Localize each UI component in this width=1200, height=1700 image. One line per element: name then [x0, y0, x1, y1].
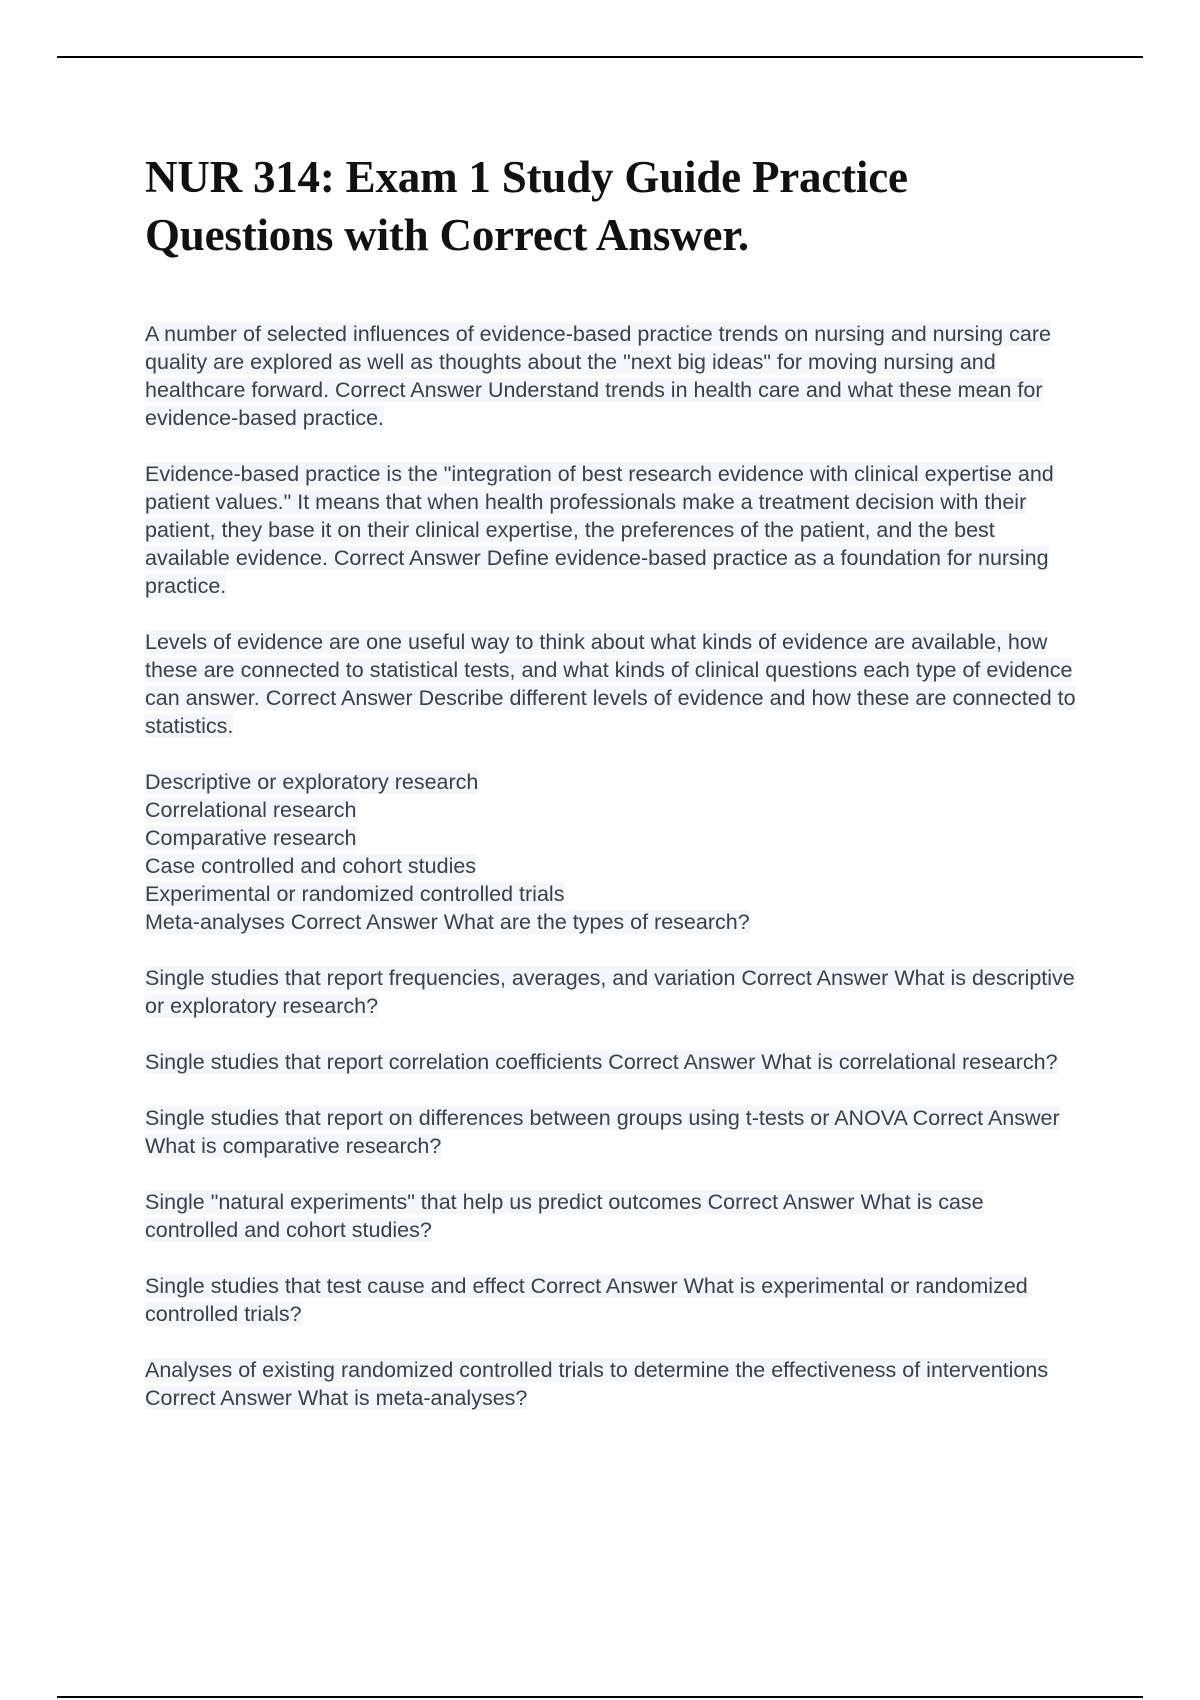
qa-entry-2 [145, 460, 1080, 600]
qa-entry-text: Single "natural experiments" that help us predict outcomes Correct Answer What is case controlled and cohort studies? [145, 1190, 984, 1242]
qa-entry-text: Single studies that report frequencies, averages, and variation Correct Answer What is descriptive or exploratory research? [145, 966, 1075, 1018]
qa-entry-7 [145, 1104, 1080, 1160]
qa-entry-text: Single studies that report on differences between groups using t-tests or ANOVA Correct Answer What is comparative research? [145, 1106, 1060, 1158]
qa-entry-3 [145, 628, 1080, 740]
qa-entry-9 [145, 1272, 1080, 1328]
qa-entry-text: A number of selected influences of evidence-based practice trends on nursing and nursing care quality are explored as well as thoughts about the "next big ideas" for moving nursing and healthcare forward. Correct Answer Understand trends in health care and what these mean for evidence-based practice. [145, 322, 1051, 430]
footer-rule [57, 1696, 1143, 1698]
document-title: NUR 314: Exam 1 Study Guide Practice Questions with Correct Answer. [145, 152, 908, 260]
qa-entry-8 [145, 1188, 1080, 1244]
document-body [145, 148, 1080, 1440]
qa-entry-text: Evidence-based practice is the "integration of best research evidence with clinical expertise and patient values." It means that when health professionals make a treatment decision with their patient, they base it on their clinical expertise, the preferences of the patient, and the best available evidence. Correct Answer Define evidence-based practice as a foundation for nursing practice. [145, 462, 1054, 598]
qa-entry-text: Levels of evidence are one useful way to think about what kinds of evidence are available, how these are connected to statistical tests, and what kinds of clinical questions each type of evidence can answer. Correct Answer Describe different levels of evidence and how these are connected to statistics. [145, 630, 1076, 738]
qa-entry-4 [145, 768, 1080, 936]
header-rule [57, 56, 1143, 58]
qa-entry-5 [145, 964, 1080, 1020]
qa-entry-text: Descriptive or exploratory research Correlational research Comparative research Case controlled and cohort studies Experimental or randomized controlled trials Meta-analyses Correct Answer What are the types of research? [145, 770, 750, 934]
qa-entry-10 [145, 1356, 1080, 1412]
qa-entry-text: Single studies that report correlation coefficients Correct Answer What is correlational research? [145, 1050, 1058, 1074]
qa-entry-1 [145, 320, 1080, 432]
qa-entry-text: Analyses of existing randomized controlled trials to determine the effectiveness of interventions Correct Answer What is meta-analyses? [145, 1358, 1049, 1410]
qa-entry-6 [145, 1048, 1080, 1076]
qa-entry-text: Single studies that test cause and effect Correct Answer What is experimental or randomized controlled trials? [145, 1274, 1028, 1326]
